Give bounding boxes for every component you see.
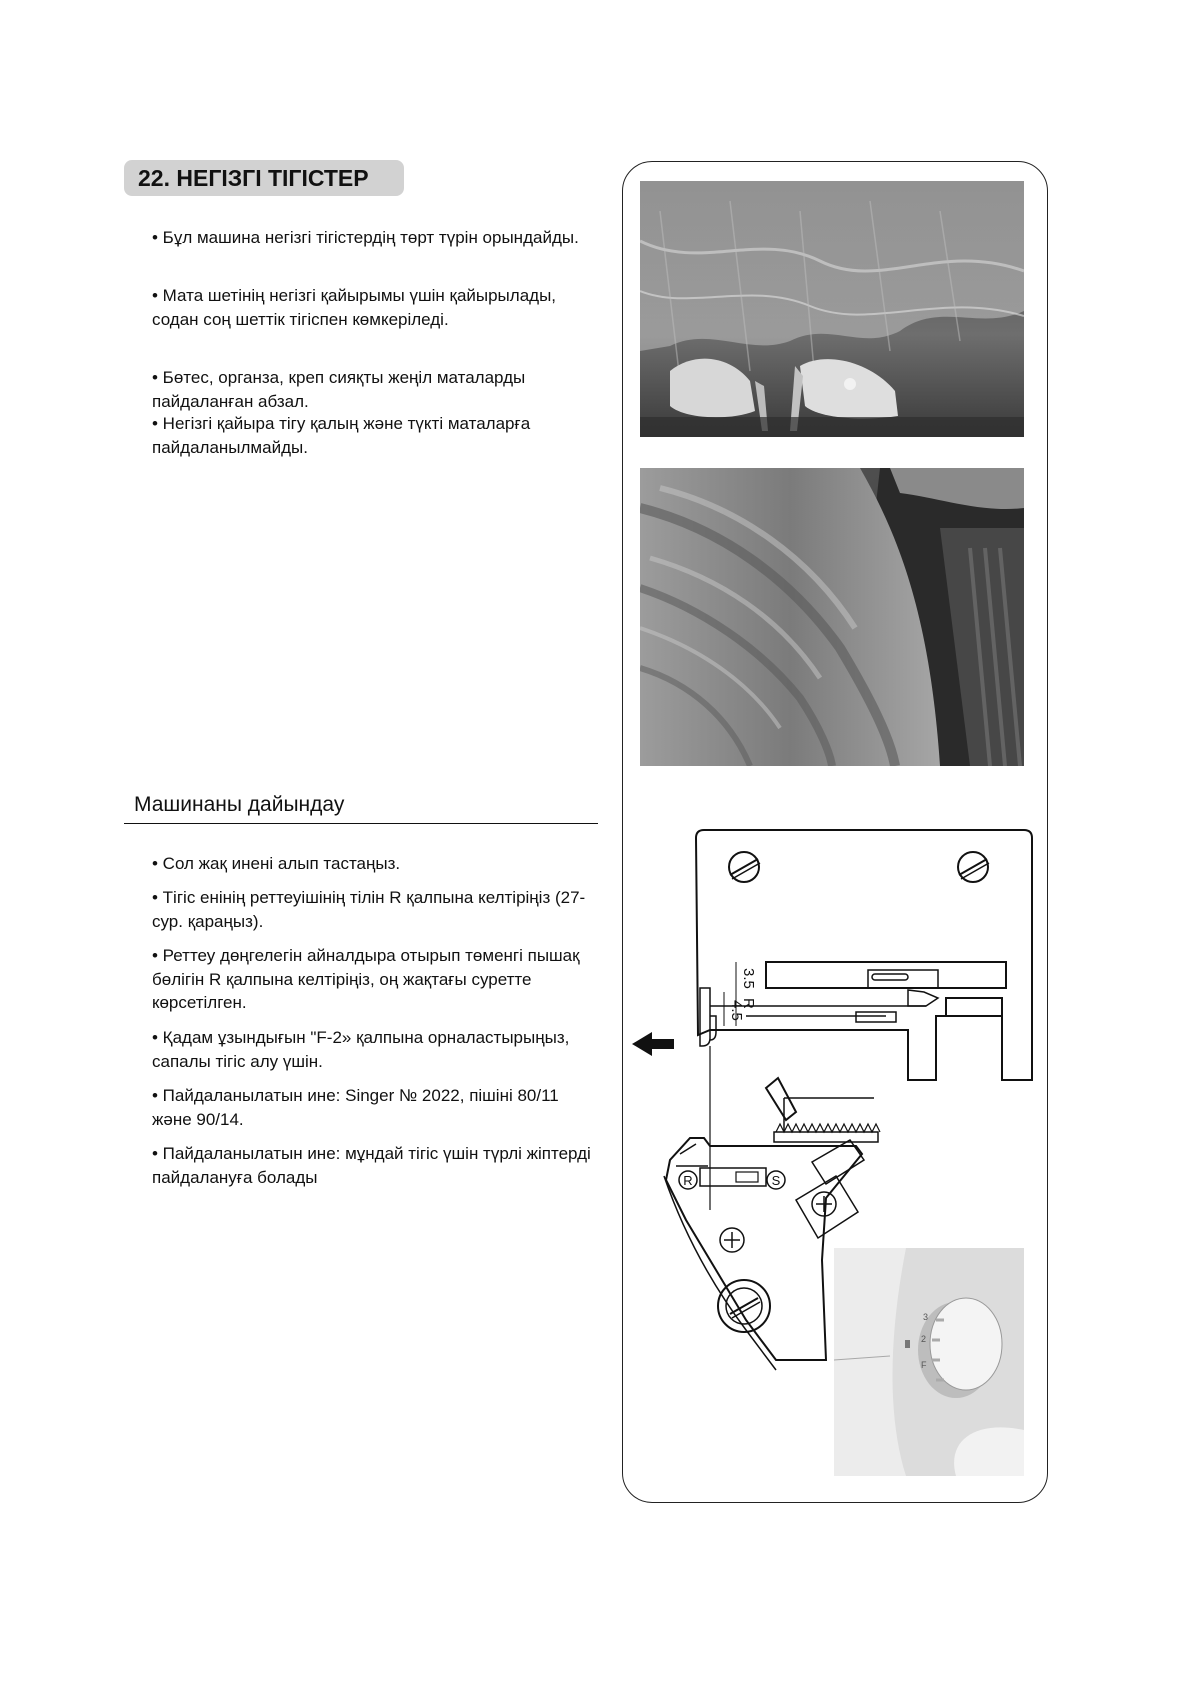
dial-mark-3: 3 [923, 1312, 929, 1322]
needle-plate-diagram [626, 820, 1046, 1496]
prep-item-6: • Пайдаланылатын ине: мұндай тігіс үшін түрлі жіптерді пайдалануға болады [152, 1144, 591, 1187]
intro-paragraph-1: • Бұл машина негізгі тігістердің төрт түрін орындайды. [152, 228, 579, 247]
dial-mark-f: F [921, 1360, 927, 1370]
intro-paragraph-4: • Негізгі қайыра тігу қалың және түкті маталарға пайдаланылмайды. [152, 414, 531, 457]
photo-dress-shoes [640, 181, 1024, 437]
prep-item-2: • Тігіс енінің реттеуішінің тілін R қалпына келтіріңіз (27-сур. қараңыз). [152, 888, 586, 931]
label-r: R [740, 998, 757, 1009]
section-title: 22. НЕГІЗГІ ТІГІСТЕР [124, 160, 404, 196]
photo-folded-fabric [640, 468, 1024, 766]
label-4-5: 4.5 [728, 1000, 745, 1021]
intro-paragraph-3: • Бөтес, органза, креп сияқты жеңіл маталарды пайдаланған абзал. [152, 368, 526, 411]
prep-item-3: • Реттеу дөңгелегін айналдыра отырып төменгі пышақ бөлігін R қалпына келтіріңіз, оң жақтағы суретте көрсетілген. [152, 946, 580, 1012]
label-3-5: 3.5 [740, 968, 757, 989]
label-r-circle: R [683, 1173, 693, 1188]
prep-item-1: • Сол жақ инені алып тастаңыз. [152, 854, 401, 873]
prep-item-5: • Пайдаланылатын ине: Singer № 2022, пішіні 80/11 және 90/14. [152, 1086, 559, 1129]
prep-heading: Машинаны дайындау [124, 790, 598, 824]
dial-mark-2: 2 [921, 1334, 927, 1344]
intro-paragraph-2: • Мата шетінің негізгі қайырымы үшін қайырылады, содан соң шеттік тігіспен көмкеріледі. [152, 286, 557, 329]
prep-item-4: • Қадам ұзындығын "F-2» қалпына орналастырыңыз, сапалы тігіс алу үшін. [152, 1028, 570, 1071]
label-s-circle: S [771, 1173, 781, 1188]
